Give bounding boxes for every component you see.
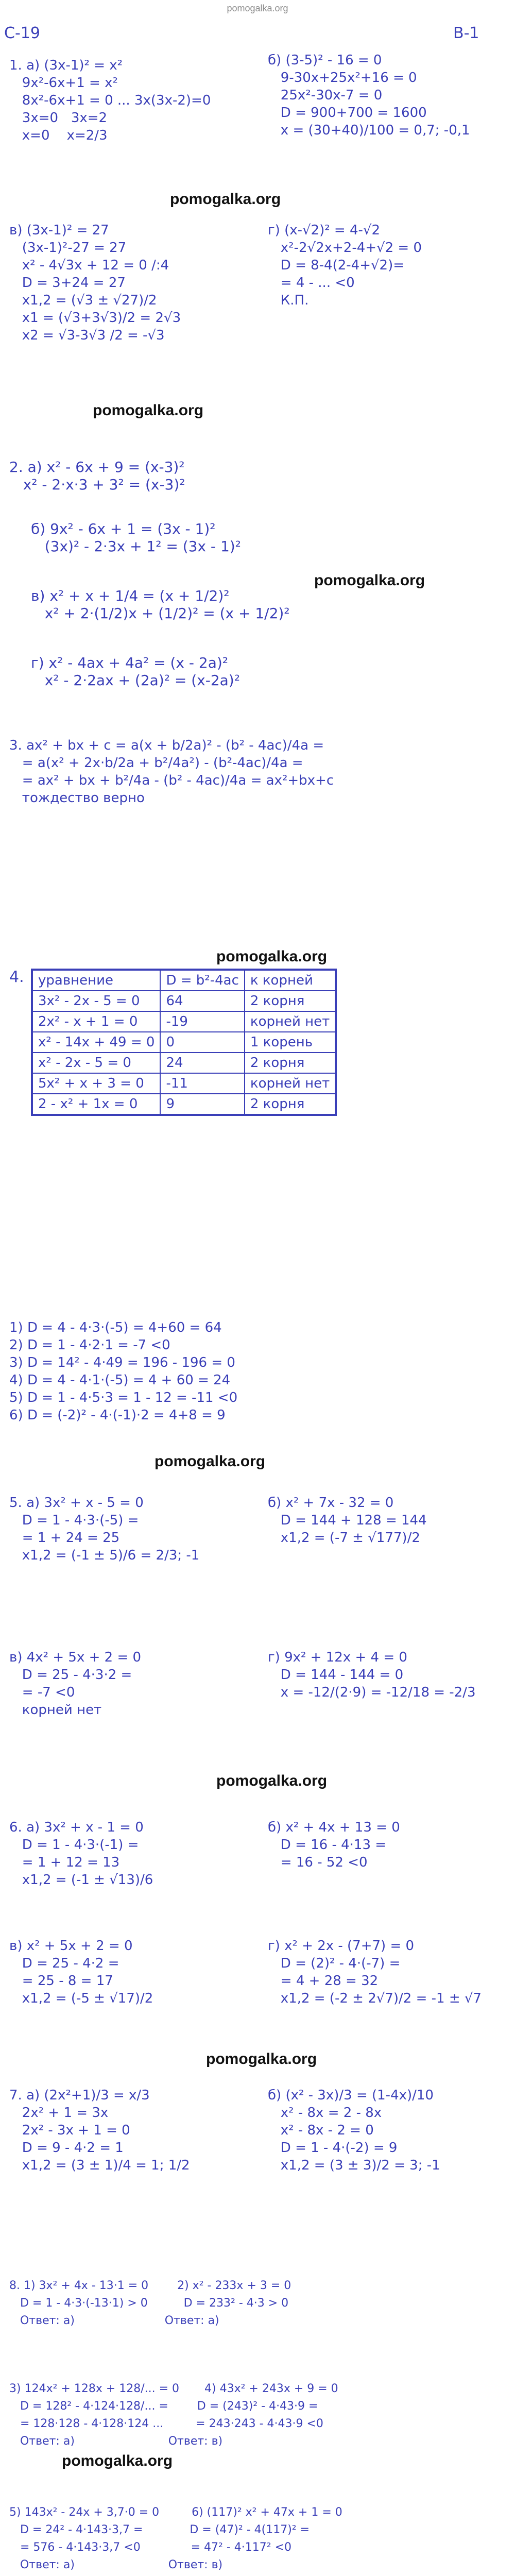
disc-table-cell: x² - 2x - 5 = 0 [32, 1053, 160, 1073]
task-6d: г) x² + 2x - (7+7) = 0 D = (2)² - 4·(-7) = = 4 + 28 = 32 x1,2 = (-2 ± 2√7)/2 = -1 ± √7 [268, 1938, 482, 2006]
task-7b: б) (x² - 3x)/3 = (1-4x)/10 x² - 8x = 2 - 8x x² - 8x - 2 = 0 D = 1 - 4·(-2) = 9 x1,2 = (3 ± 3)/2 = 3; -1 [268, 2088, 440, 2173]
task-5b: б) x² + 7x - 32 = 0 D = 144 + 128 = 144 x1,2 = (-7 ± √177)/2 [268, 1495, 427, 1546]
disc-table-cell: 0 [160, 1032, 244, 1053]
disc-table-cell: -11 [160, 1073, 244, 1094]
watermark: pomogalka.org [216, 948, 328, 965]
watermark: pomogalka.org [216, 1772, 328, 1789]
disc-table-cell: -19 [160, 1011, 244, 1032]
disc-table-cell: 2x² - x + 1 = 0 [32, 1011, 160, 1032]
disc-table-cell: 2 - x² + 1x = 0 [32, 1094, 160, 1114]
disc-table-cell: x² - 14x + 49 = 0 [32, 1032, 160, 1053]
watermark: pomogalka.org [154, 1453, 266, 1470]
task-2d: г) x² - 4ax + 4a² = (x - 2a)² x² - 2·2ax + (2a)² = (x-2a)² [31, 654, 240, 689]
task-2c: в) x² + x + 1/4 = (x + 1/2)² x² + 2·(1/2)x + (1/2)² = (x + 1/2)² [31, 587, 290, 622]
page-label: C-19 [4, 24, 40, 42]
task-1c: в) (3x-1)² = 27 (3x-1)²-27 = 27 x² - 4√3x + 12 = 0 /:4 D = 3+24 = 27 x1,2 = (√3 ± √27)/2 x1 = (√3+3√3)/2 = 2√3 x2 = √3-3√3 /2 = -√3 [9, 223, 181, 343]
disc-table-cell: 2 корня [245, 1053, 335, 1073]
disc-table-cell: корней нет [245, 1073, 335, 1094]
task-5c: в) 4x² + 5x + 2 = 0 D = 25 - 4·3·2 = = -7 <0 корней нет [9, 1650, 142, 1718]
task-7a: 7. a) (2x²+1)/3 = x/3 2x² + 1 = 3x 2x² - 3x + 1 = 0 D = 9 - 4·2 = 1 x1,2 = (3 ± 1)/4 = 1; 1/2 [9, 2088, 190, 2173]
disc-table-row [32, 1073, 335, 1094]
disc-table-cell: 2 корня [245, 1094, 335, 1114]
task-8-row1: 8. 1) 3x² + 4x - 13·1 = 0 2) x² - 233x + 3 = 0 D = 1 - 4·3·(-13·1) > 0 D = 233² - 4·3 > 0 Ответ: а) Ответ: а) [9, 2279, 291, 2327]
disc-table-row [32, 991, 335, 1011]
site-url[interactable]: pomogalka.org [227, 3, 288, 13]
disc-table-row [32, 1032, 335, 1053]
discriminant-table [31, 969, 337, 1116]
task-6a: 6. a) 3x² + x - 1 = 0 D = 1 - 4·3·(-1) = = 1 + 12 = 13 x1,2 = (-1 ± √13)/6 [9, 1820, 153, 1888]
watermark: pomogalka.org [62, 2452, 173, 2469]
watermark: pomogalka.org [170, 191, 281, 208]
disc-table-row [32, 1094, 335, 1114]
variant-label: B-1 [453, 24, 479, 42]
disc-table-row [32, 1053, 335, 1073]
watermark: pomogalka.org [93, 402, 204, 419]
disc-table-cell: 2 корня [245, 991, 335, 1011]
disc-table-cell: к корней [245, 970, 335, 991]
disc-table-cell: 9 [160, 1094, 244, 1114]
disc-table-cell: 5x² + x + 3 = 0 [32, 1073, 160, 1094]
task-6c: в) x² + 5x + 2 = 0 D = 25 - 4·2 = = 25 - 8 = 17 x1,2 = (-5 ± √17)/2 [9, 1938, 153, 2006]
task-8-row2: 3) 124x² + 128x + 128/... = 0 4) 43x² + 243x + 9 = 0 D = 128² - 4·124·128/... = D = (243)² - 4·43·9 = = 128·128 - 4·128·124 ... = 243·243 - 4·43·9 <0 Ответ: а) Ответ: в) [9, 2382, 338, 2448]
task-2b: б) 9x² - 6x + 1 = (3x - 1)² (3x)² - 2·3x + 1² = (3x - 1)² [31, 520, 241, 555]
task-3: 3. ax² + bx + c = a(x + b/2a)² - (b² - 4ac)/4a = = a(x² + 2x·b/2a + b²/4a²) - (b²-4ac)/4a = = ax² + bx + b²/4a - (b² - 4ac)/4a = ax²+bx+c тождество верно [9, 738, 334, 806]
disc-table-row [32, 970, 335, 991]
task-5a: 5. a) 3x² + x - 5 = 0 D = 1 - 4·3·(-5) = = 1 + 24 = 25 x1,2 = (-1 ± 5)/6 = 2/3; -1 [9, 1495, 200, 1563]
task-1b: б) (3-5)² - 16 = 0 9-30x+25x²+16 = 0 25x²-30x-7 = 0 D = 900+700 = 1600 x = (30+40)/100 = 0,7; -0,1 [268, 53, 470, 138]
task-1d: г) (x-√2)² = 4-√2 x²-2√2x+2-4+√2 = 0 D = 8-4(2-4+√2)= = 4 - ... <0 К.П. [268, 223, 422, 308]
disc-table-cell: уравнение [32, 970, 160, 991]
watermark: pomogalka.org [314, 572, 425, 589]
task-4-number: 4. [9, 968, 24, 986]
task-5d: г) 9x² + 12x + 4 = 0 D = 144 - 144 = 0 x = -12/(2·9) = -12/18 = -2/3 [268, 1650, 476, 1700]
disc-table-cell: 64 [160, 991, 244, 1011]
task-8-row3: 5) 143x² - 24x + 3,7·0 = 0 6) (117)² x² + 47x + 1 = 0 D = 24² - 4·143·3,7 = D = (47)² - 4(117)² = = 576 - 4·143·3,7 <0 = 47² - 4·117² <0 Ответ: а) Ответ: в) [9, 2506, 342, 2571]
task-2a: 2. a) x² - 6x + 9 = (x-3)² x² - 2·x·3 + 3² = (x-3)² [9, 459, 185, 493]
disc-table-cell: 1 корень [245, 1032, 335, 1053]
disc-table-cell: 24 [160, 1053, 244, 1073]
disc-table-cell: корней нет [245, 1011, 335, 1032]
disc-table-cell: 3x² - 2x - 5 = 0 [32, 991, 160, 1011]
task-1a: 1. a) (3x-1)² = x² 9x²-6x+1 = x² 8x²-6x+1 = 0 ... 3x(3x-2)=0 3x=0 3x=2 x=0 x=2/3 [9, 58, 211, 143]
disc-table-row [32, 1011, 335, 1032]
task-4-solutions: 1) D = 4 - 4·3·(-5) = 4+60 = 64 2) D = 1 - 4·2·1 = -7 <0 3) D = 14² - 4·49 = 196 - 196 = 0 4) D = 4 - 4·1·(-5) = 4 + 60 = 24 5) D = 1 - 4·5·3 = 1 - 12 = -11 <0 6) D = (-2)² - 4·(-1)·2 = 4+8 = 9 [9, 1320, 238, 1423]
disc-table-cell: D = b²-4ac [160, 970, 244, 991]
watermark: pomogalka.org [206, 2050, 317, 2067]
task-6b: б) x² + 4x + 13 = 0 D = 16 - 4·13 = = 16 - 52 <0 [268, 1820, 400, 1870]
